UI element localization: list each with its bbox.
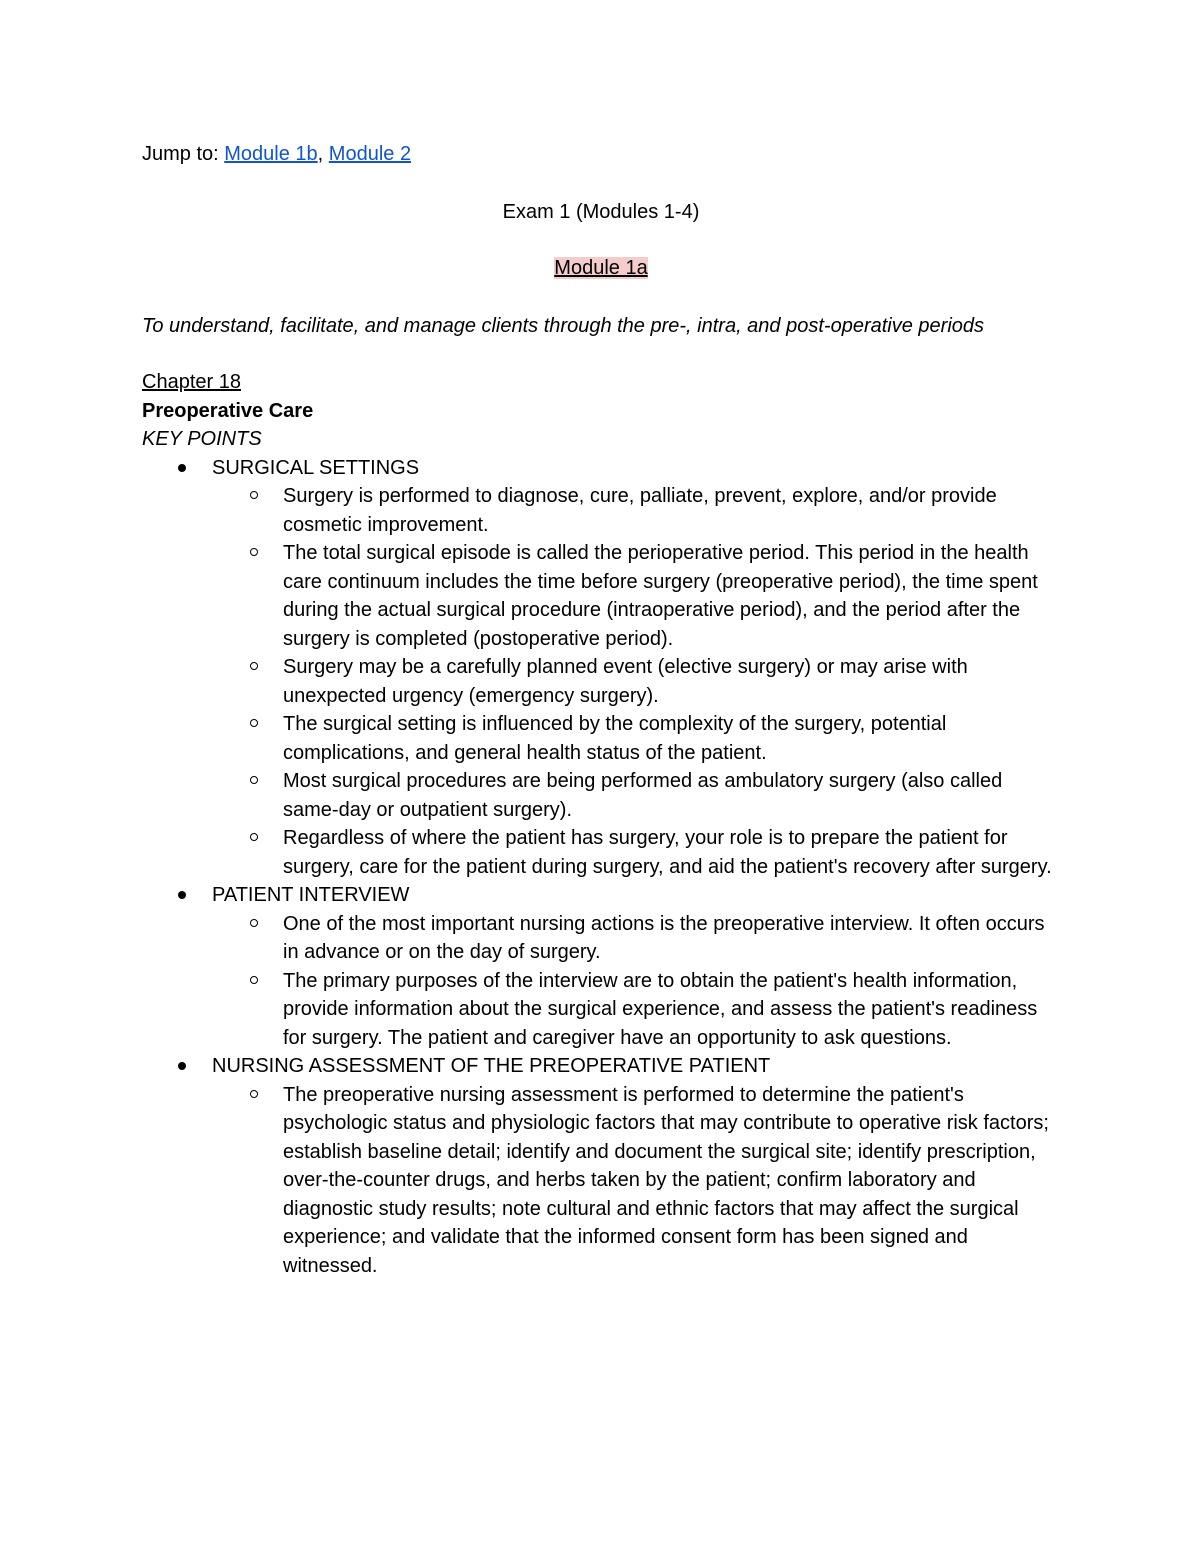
jump-to-line (142, 140, 1060, 169)
list-item (283, 824, 1060, 881)
list-item-text: Surgery is performed to diagnose, cure, palliate, prevent, explore, and/or provide cosmetic improvement. (283, 485, 997, 536)
filled-bullet-icon (178, 464, 186, 472)
section-nursing-assessment (212, 1052, 1060, 1280)
hollow-bullet-icon (250, 719, 258, 727)
list-item (283, 710, 1060, 767)
sub-list (212, 482, 1060, 881)
hollow-bullet-icon (250, 919, 258, 927)
filled-bullet-icon (178, 891, 186, 899)
list-item (283, 910, 1060, 967)
hollow-bullet-icon (250, 1090, 258, 1098)
sub-list (212, 1081, 1060, 1281)
exam-title: Exam 1 (Modules 1-4) (502, 200, 700, 223)
list-item-text: One of the most important nursing actions is the preoperative interview. It often occurs in advance or on the day of surgery. (283, 912, 1045, 963)
sub-list (212, 910, 1060, 1053)
module-title (142, 254, 1060, 283)
section-surgical-settings (212, 454, 1060, 882)
section-title: NURSING ASSESSMENT OF THE PREOPERATIVE PATIENT (212, 1055, 771, 1077)
chapter-heading: Chapter 18 (142, 371, 241, 393)
section-title: PATIENT INTERVIEW (212, 884, 410, 906)
list-item (283, 767, 1060, 824)
list-item (283, 967, 1060, 1053)
list-item (283, 1081, 1060, 1281)
list-item-text: Surgery may be a carefully planned event (elective surgery) or may arise with unexpected urgency (emergency surgery). (283, 656, 968, 707)
filled-bullet-icon (178, 1062, 186, 1070)
hollow-bullet-icon (250, 491, 258, 499)
section-heading: Preoperative Care (142, 399, 314, 422)
list-item (283, 482, 1060, 539)
list-item-text: The primary purposes of the interview are to obtain the patient's health information, provide information about the surgical experience, and assess the patient's readiness for surgery. The patient and caregiver have an opportunity to ask questions. (283, 969, 1038, 1049)
document-page (142, 140, 1060, 1280)
module-objective: To understand, facilitate, and manage clients through the pre-, intra, and post-operative periods (142, 314, 985, 337)
hollow-bullet-icon (250, 662, 258, 670)
module-2-link[interactable]: Module 2 (328, 143, 412, 165)
list-item-text: Most surgical procedures are being performed as ambulatory surgery (also called same-day or outpatient surgery). (283, 770, 1003, 821)
list-item-text: Regardless of where the patient has surgery, your role is to prepare the patient for surgery, care for the patient during surgery, and aid the patient's recovery after surgery. (283, 827, 1052, 878)
section-title: SURGICAL SETTINGS (212, 456, 420, 479)
module-title-highlight: Module 1a (554, 257, 648, 279)
list-item (283, 539, 1060, 653)
hollow-bullet-icon (250, 776, 258, 784)
list-item-text: The total surgical episode is called the perioperative period. This period in the health care continuum includes the time before surgery (preoperative period), the time spent during the actual surgical procedure (intraoperative period), and the period after the surgery is completed (postoperative period). (283, 542, 1038, 650)
list-item-text: The surgical setting is influenced by the complexity of the surgery, potential complications, and general health status of the patient. (283, 713, 947, 764)
module-1b-link[interactable]: Module 1b (224, 143, 318, 165)
jump-separator: , (317, 143, 329, 165)
hollow-bullet-icon (250, 548, 258, 556)
key-points-list (142, 454, 1060, 1281)
jump-to-label: Jump to: (142, 143, 225, 165)
key-points-label: KEY POINTS (142, 428, 262, 450)
list-item-text: The preoperative nursing assessment is performed to determine the patient's psychologic status and physiologic factors that may contribute to operative risk factors; establish baseline detail; identify and document the surgical site; identify prescription, over-the-counter drugs, and herbs taken by the patient; confirm laboratory and diagnostic study results; note cultural and ethnic factors that may affect the surgical experience; and validate that the informed consent form has been signed and witnessed. (283, 1083, 1049, 1277)
hollow-bullet-icon (250, 976, 258, 984)
list-item (283, 653, 1060, 710)
section-patient-interview (212, 881, 1060, 1052)
hollow-bullet-icon (250, 833, 258, 841)
